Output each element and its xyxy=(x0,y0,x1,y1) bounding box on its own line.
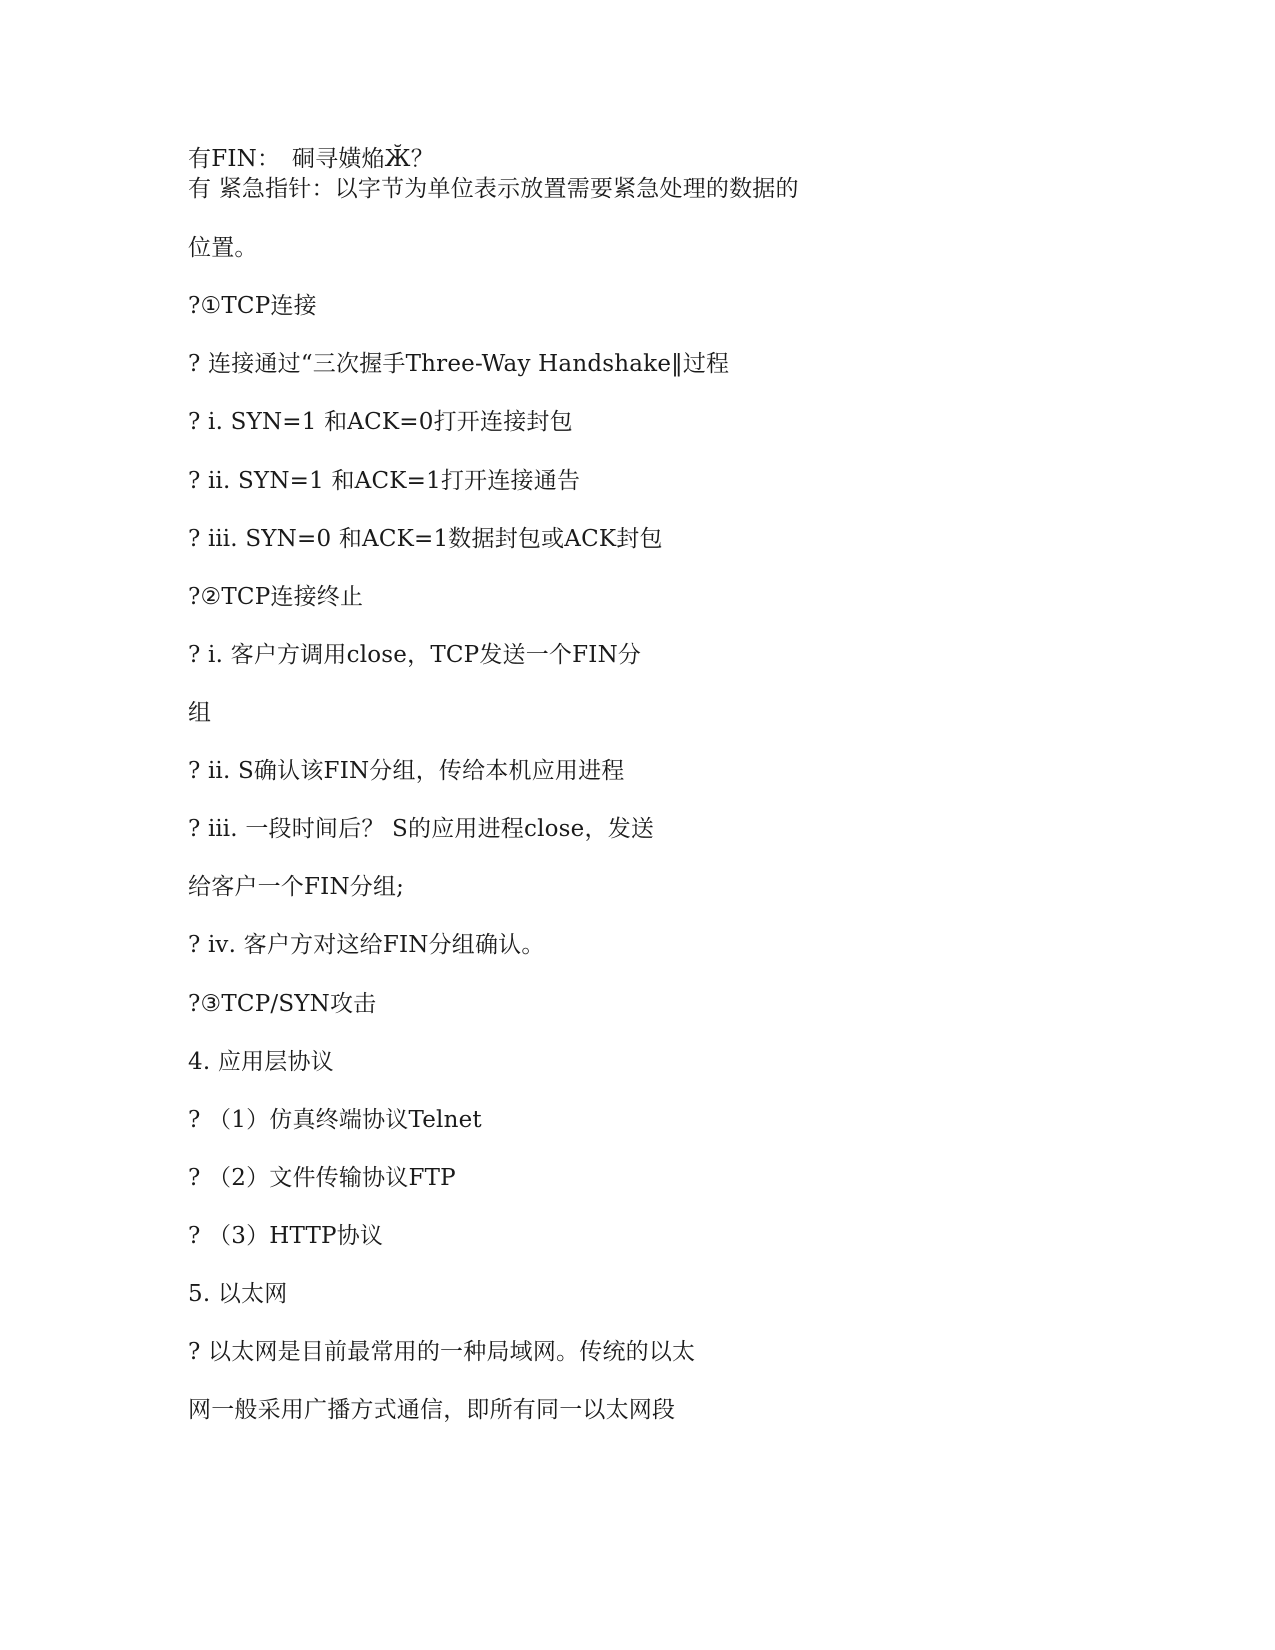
text-line: ? （1）仿真终端协议Telnet xyxy=(188,1107,482,1133)
text-line: 给客户一个FIN分组; xyxy=(188,874,405,900)
text-line: 网一般采用广播方式通信，即所有同一以太网段 xyxy=(188,1397,676,1423)
text-line: ?③TCP/SYN攻击 xyxy=(188,991,377,1017)
text-line: ? ⅰ. 客户方调用close，TCP发送一个FIN分 xyxy=(188,642,642,668)
text-line: ? ⅱ. S确认该FIN分组，传给本机应用进程 xyxy=(188,758,625,784)
text-line: 有FIN： 硐寻嫹焔Ӂ？ xyxy=(188,146,434,172)
text-line: 5. 以太网 xyxy=(188,1281,288,1307)
text-line: ? 连接通过“三次握手Three-Way Handshake‖过程 xyxy=(188,351,730,377)
text-line: 组 xyxy=(188,700,212,726)
text-line: ? ⅲ. 一段时间后？ S的应用进程close，发送 xyxy=(188,816,655,842)
text-line: ? ⅳ. 客户方对这给FIN分组确认。 xyxy=(188,932,545,958)
text-line: ?①TCP连接 xyxy=(188,293,317,319)
text-line: ?②TCP连接终止 xyxy=(188,584,364,610)
text-line: 位置。 xyxy=(188,235,258,261)
text-line: 有 紧急指针：以字节为单位表示放置需要紧急处理的数据的 xyxy=(188,176,799,202)
text-line: ? 以太网是目前最常用的一种局域网。传统的以太 xyxy=(188,1339,696,1365)
text-line: ? ⅲ. SYN=0 和ACK=1数据封包或ACK封包 xyxy=(188,526,663,552)
text-line: ? ⅰ. SYN=1 和ACK=0打开连接封包 xyxy=(188,409,573,435)
text-line: ? （2）文件传输协议FTP xyxy=(188,1165,456,1191)
text-line: ? ⅱ. SYN=1 和ACK=1打开连接通告 xyxy=(188,468,581,494)
text-line: ? （3）HTTP协议 xyxy=(188,1223,384,1249)
text-line: 4. 应用层协议 xyxy=(188,1049,334,1075)
